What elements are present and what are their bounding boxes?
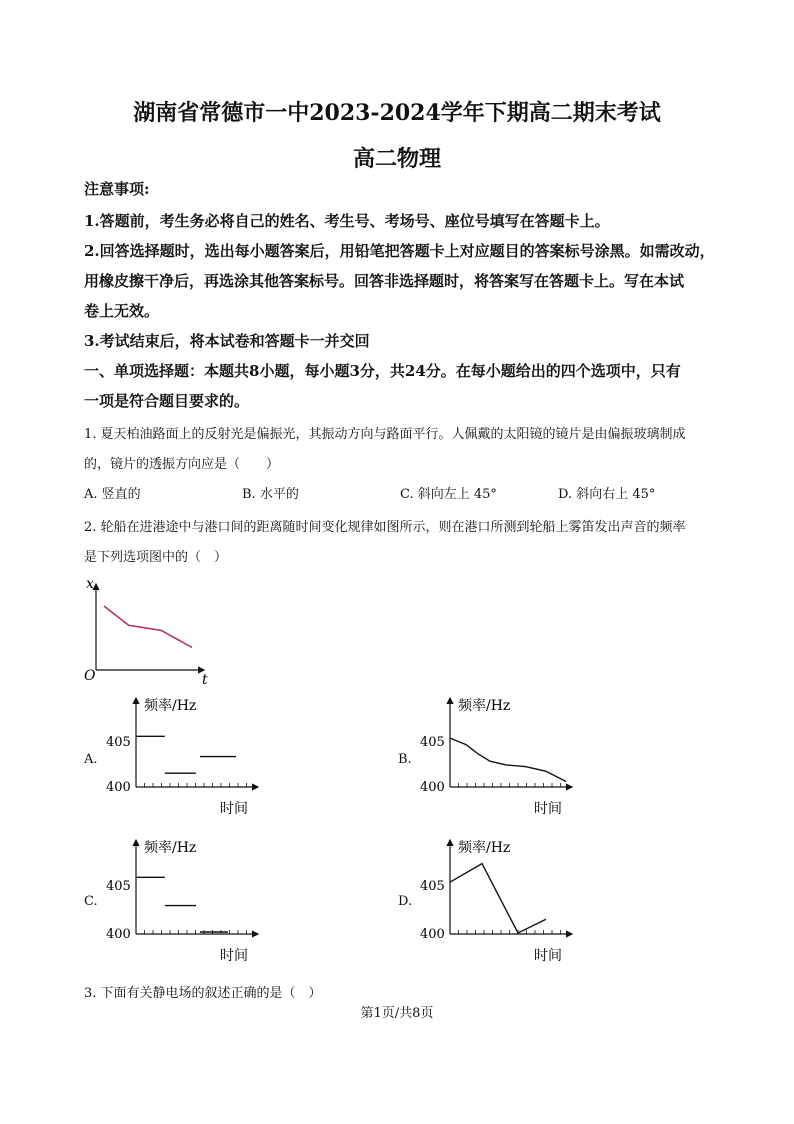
notice-item-3: 3.考试结束后，将本试卷和答题卡一并交回 [84, 332, 370, 350]
x-axis-label: t [202, 672, 208, 687]
tick-label-400: 400 [420, 780, 445, 795]
q1-option-b: B. 水平的 [242, 487, 299, 502]
q1-option-d: D. 斜向右上 45° [558, 487, 656, 502]
distance-curve [104, 606, 192, 647]
tick-label-405: 405 [420, 879, 445, 895]
q2-distance-time-graph [80, 572, 220, 687]
notice-item-1: 1.答题前，考生务必将自己的姓名、考生号、考场号、座位号填写在答题卡上。 [84, 212, 610, 230]
q1-stem-cont: 的，镜片的透振方向应是（ ） [84, 457, 280, 472]
y-axis-label: 频率/Hz [458, 840, 511, 856]
frequency-series-1 [450, 864, 546, 933]
x-axis-label: 时间 [220, 801, 248, 817]
notice-item-2-end: 卷上无效。 [84, 302, 160, 320]
origin-label: O [84, 668, 96, 684]
q1-option-c: C. 斜向左上 45° [400, 487, 497, 502]
q2-option-b-label: B. [398, 752, 412, 767]
q2-stem-cont: 是下列选项图中的（ ） [84, 550, 228, 565]
notice-heading: 注意事项: [84, 180, 150, 198]
y-axis-label: 频率/Hz [144, 698, 197, 714]
q2-option-c-graph [100, 834, 300, 974]
x-axis-label: 时间 [220, 948, 248, 964]
q2-option-d-label: D. [398, 894, 413, 909]
q2-stem: 2. 轮船在进港途中与港口间的距离随时间变化规律如图所示，则在港口所测到轮船上雾笛发出声音的频率 [84, 520, 686, 535]
q2-option-a-label: A. [84, 752, 98, 767]
tick-label-400: 400 [106, 927, 131, 942]
y-axis-label: 频率/Hz [144, 840, 197, 856]
x-axis-label: 时间 [534, 948, 562, 964]
q1-option-a: A. 竖直的 [84, 487, 141, 502]
tick-label-405: 405 [106, 734, 131, 750]
q2-option-a-graph [100, 692, 300, 827]
page-number: 第1页/共8页 [360, 1006, 434, 1021]
q1-stem: 1. 夏天柏油路面上的反射光是偏振光，其振动方向与路面平行。人佩戴的太阳镜的镜片是由偏振玻璃制成 [84, 427, 686, 442]
exam-title: 湖南省常德市一中2023-2024学年下期高二期末考试 [133, 100, 661, 126]
q2-option-c-label: C. [84, 894, 98, 909]
tick-label-400: 400 [106, 780, 131, 795]
x-axis-label: 时间 [534, 801, 562, 817]
tick-label-405: 405 [106, 879, 131, 895]
section1-instruction-cont: 一项是符合题目要求的。 [84, 392, 250, 410]
section1-instruction: 一、单项选择题：本题共8小题，每小题3分，共24分。在每小题给出的四个选项中，只有 [84, 362, 681, 380]
tick-label-400: 400 [420, 927, 445, 942]
q2-option-b-graph [414, 692, 614, 827]
notice-item-2-cont: 用橡皮擦干净后，再选涂其他答案标号。回答非选择题时，将答案写在答题卡上。写在本试 [84, 272, 685, 290]
y-axis-label: 频率/Hz [458, 698, 511, 714]
notice-item-2: 2.回答选择题时，选出每小题答案后，用铅笔把答题卡上对应题目的答案标号涂黑。如需改动， [84, 242, 715, 260]
q3-stem: 3. 下面有关静电场的叙述正确的是（ ） [84, 986, 322, 1001]
tick-label-405: 405 [420, 734, 445, 750]
frequency-series-1 [450, 738, 566, 781]
y-axis-label: x [86, 576, 94, 592]
q2-option-d-graph [414, 834, 614, 974]
exam-subject: 高二物理 [352, 146, 441, 172]
